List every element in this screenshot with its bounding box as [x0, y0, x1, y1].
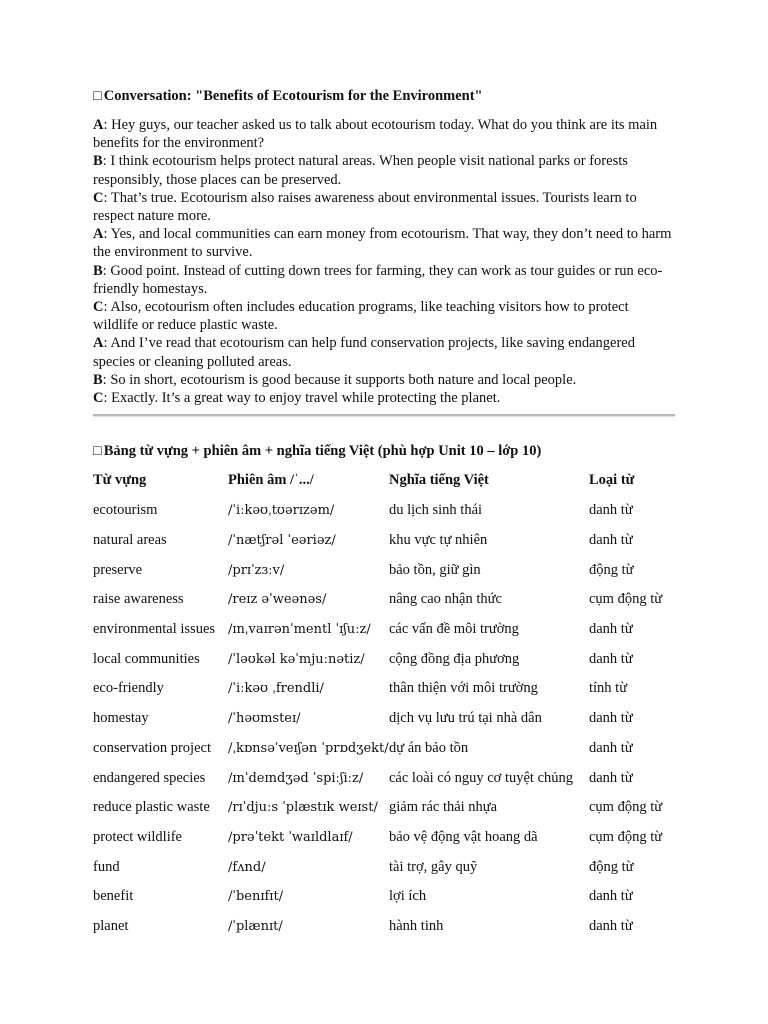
vocab-word-type: cụm động từ	[589, 799, 663, 816]
speaker-label: C	[93, 189, 104, 206]
vocab-pronunciation: /ˈhəʊmsteɪ/	[228, 711, 301, 727]
dialogue-line	[93, 152, 673, 188]
vocab-pronunciation: /ˈnætʃrəl ˈeəriəz/	[228, 533, 336, 549]
vocab-word: fund	[93, 858, 120, 875]
vocab-word-type: danh từ	[589, 502, 633, 519]
table-row	[93, 793, 683, 823]
dialogue-text: : I think ecotourism helps protect natural areas. When people visit national parks or forests responsibly, those places can be preserved.	[93, 153, 628, 188]
dialogue-line	[93, 298, 673, 334]
dialogue-line	[93, 371, 673, 389]
vocab-meaning: giảm rác thải nhựa	[389, 799, 498, 816]
table-row	[93, 763, 683, 793]
vocab-word: preserve	[93, 561, 143, 578]
dialogue-text: : Also, ecotourism often includes education programs, like teaching visitors how to protect wildlife or reduce plastic waste.	[93, 299, 629, 334]
dialogue-text: : That’s true. Ecotourism also raises awareness about environmental issues. Tourists learn to respect nature more.	[93, 189, 637, 225]
vocabulary-table	[93, 465, 683, 941]
vocab-meaning: tài trợ, gây quỹ	[389, 858, 478, 875]
vocab-word-type: danh từ	[589, 621, 633, 638]
vocab-word-type: danh từ	[589, 710, 633, 727]
table-row	[93, 912, 683, 942]
dialogue-text: : And I’ve read that ecotourism can help fund conservation projects, like saving endangered species or cleaning polluted areas.	[93, 335, 635, 370]
vocab-word: conservation project	[93, 739, 211, 756]
vocab-pronunciation: /ɪnˌvaɪrənˈmentl ˈɪʃuːz/	[228, 622, 371, 638]
vocab-meaning: các loài có nguy cơ tuyệt chủng	[389, 769, 574, 786]
vocab-meaning: các vấn đề môi trường	[389, 621, 519, 638]
vocab-word: protect wildlife	[93, 828, 182, 845]
vocab-pronunciation: /ˈplænɪt/	[228, 918, 283, 934]
column-header-pronunciation: Phiên âm /ˈ.../	[228, 472, 314, 488]
dialogue-text: : Good point. Instead of cutting down trees for farming, they can work as tour guides or run eco-friendly homestays.	[93, 262, 663, 297]
box-glyph-icon: □	[93, 88, 102, 104]
vocab-word: planet	[93, 917, 129, 934]
vocab-word: eco-friendly	[93, 680, 164, 697]
vocab-word: reduce plastic waste	[93, 799, 210, 816]
vocab-meaning: lợi ích	[389, 888, 427, 905]
column-header-word: Từ vựng	[93, 472, 147, 488]
vocab-meaning: khu vực tự nhiên	[389, 532, 488, 549]
table-row	[93, 734, 683, 764]
vocab-pronunciation: /prəˈtekt ˈwaɪldlaɪf/	[228, 829, 353, 845]
table-row	[93, 674, 683, 704]
section-divider	[93, 414, 675, 417]
vocab-word: raise awareness	[93, 591, 184, 608]
vocab-word: ecotourism	[93, 502, 158, 519]
vocab-meaning: cộng đồng địa phương	[389, 650, 520, 667]
vocab-word: environmental issues	[93, 621, 216, 638]
vocab-meaning: dịch vụ lưu trú tại nhà dân	[389, 710, 542, 727]
dialogue-line	[93, 225, 673, 261]
vocab-word-type: danh từ	[589, 888, 633, 905]
vocab-word-type: động từ	[589, 561, 634, 578]
vocab-meaning: thân thiện với môi trường	[389, 680, 538, 697]
vocab-meaning: dự án bảo tồn	[389, 739, 469, 756]
conversation-title: Conversation: "Benefits of Ecotourism for the Environment"	[103, 88, 483, 104]
vocab-meaning: du lịch sinh thái	[389, 502, 483, 519]
vocabulary-heading	[93, 442, 541, 460]
vocab-word-type: tính từ	[589, 680, 628, 697]
speaker-label: A	[93, 117, 104, 133]
vocab-word-type: cụm động từ	[589, 828, 663, 845]
dialogue-text: : Yes, and local communities can earn money from ecotourism. That way, they don’t need to harm the environment to survive.	[93, 226, 672, 261]
speaker-label: B	[93, 153, 103, 170]
dialogue-text: : Hey guys, our teacher asked us to talk about ecotourism today. What do you think are its main benefits for the environment?	[93, 117, 658, 152]
dialogue-text: : So in short, ecotourism is good because it supports both nature and local people.	[102, 371, 577, 388]
column-header-word-type: Loại từ	[589, 472, 635, 488]
vocab-word: endangered species	[93, 769, 206, 786]
speaker-label: C	[93, 299, 104, 316]
vocab-pronunciation: /ˈiːkəʊ ˌfrendli/	[228, 681, 324, 697]
table-header-row	[93, 465, 683, 496]
vocab-meaning: bảo vệ động vật hoang dã	[389, 828, 538, 845]
speaker-label: C	[93, 390, 104, 407]
vocab-pronunciation: /ˌkɒnsəˈveɪʃən ˈprɒdʒekt/	[228, 740, 389, 756]
vocab-word: local communities	[93, 650, 200, 667]
vocab-pronunciation: /reɪz əˈweənəs/	[228, 592, 327, 608]
table-row	[93, 704, 683, 734]
table-row	[93, 852, 683, 882]
vocabulary-title: Bảng từ vựng + phiên âm + nghĩa tiếng Việt (phù hợp Unit 10 – lớp 10)	[103, 443, 542, 459]
vocab-word-type: danh từ	[589, 650, 633, 667]
table-row	[93, 526, 683, 556]
dialogue-line	[93, 334, 673, 370]
vocab-word: benefit	[93, 888, 134, 905]
table-row	[93, 644, 683, 674]
speaker-label: A	[93, 226, 104, 243]
speaker-label: B	[93, 371, 103, 388]
vocab-pronunciation: /ˈbenɪfɪt/	[228, 889, 284, 905]
vocab-word: homestay	[93, 710, 149, 727]
vocab-word-type: danh từ	[589, 769, 633, 786]
vocab-pronunciation: /ˈiːkəʊˌtʊərɪzəm/	[228, 503, 335, 519]
vocab-pronunciation: /fʌnd/	[228, 859, 266, 875]
vocab-word-type: cụm động từ	[589, 591, 663, 608]
vocab-word-type: danh từ	[589, 532, 633, 549]
dialogue-line	[93, 189, 673, 225]
dialogue-line	[93, 116, 673, 152]
vocab-word: natural areas	[93, 532, 167, 549]
speaker-label: A	[93, 335, 104, 352]
vocab-word-type: danh từ	[589, 917, 633, 934]
vocab-pronunciation: /ˈləʊkəl kəˈmjuːnətiz/	[228, 651, 365, 667]
vocab-meaning: nâng cao nhận thức	[389, 591, 502, 608]
column-header-meaning: Nghĩa tiếng Việt	[389, 472, 489, 488]
vocab-pronunciation: /prɪˈzɜːv/	[228, 562, 285, 578]
table-row	[93, 882, 683, 912]
vocab-pronunciation: /ɪnˈdeɪndʒəd ˈspiːʃiːz/	[228, 770, 364, 786]
box-glyph-icon: □	[93, 443, 102, 459]
vocab-word-type: động từ	[589, 858, 634, 875]
vocab-meaning: bảo tồn, giữ gìn	[389, 561, 481, 578]
table-row	[93, 555, 683, 585]
vocab-pronunciation: /rɪˈdjuːs ˈplæstɪk weɪst/	[228, 800, 378, 816]
conversation-heading	[93, 87, 483, 105]
conversation-dialogue	[93, 116, 673, 407]
speaker-label: B	[93, 262, 103, 279]
dialogue-text: : Exactly. It’s a great way to enjoy travel while protecting the planet.	[103, 390, 501, 407]
table-row	[93, 823, 683, 853]
table-row	[93, 585, 683, 615]
vocab-meaning: hành tinh	[389, 917, 444, 934]
table-row	[93, 496, 683, 526]
table-row	[93, 615, 683, 645]
vocab-word-type: danh từ	[589, 739, 633, 756]
dialogue-line	[93, 389, 673, 407]
dialogue-line	[93, 262, 673, 298]
